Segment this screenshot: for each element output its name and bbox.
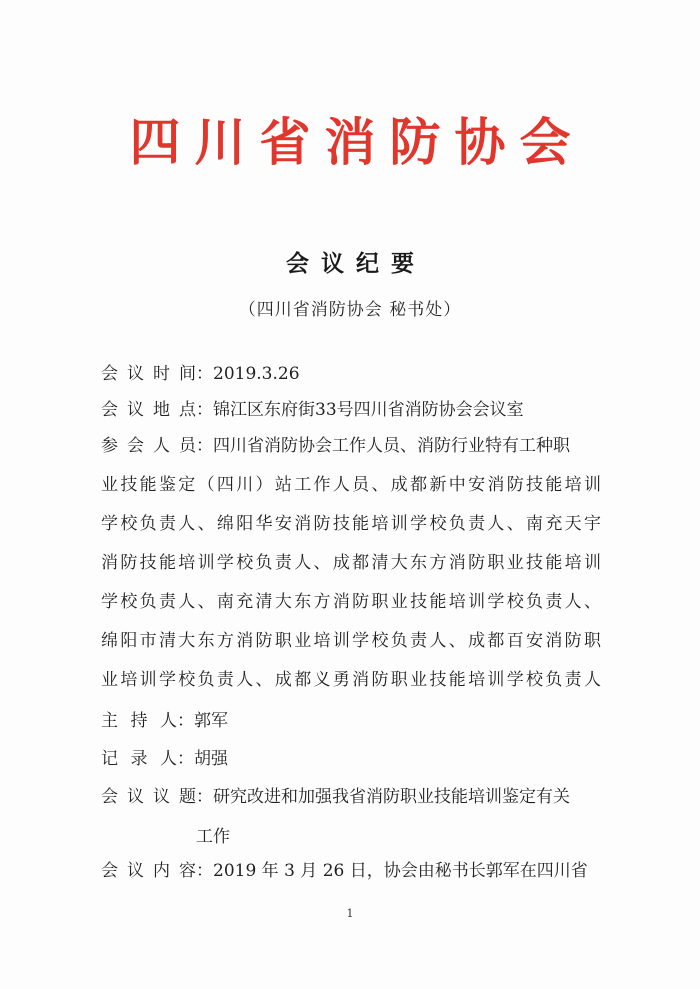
- host-colon: ：: [177, 711, 194, 731]
- attendees-first-line: 四川省消防协会工作人员、消防行业特有工种职: [213, 436, 570, 456]
- content-value: 2019 年 3 月 26 日，协会由秘书长郭军在四川省: [213, 861, 588, 881]
- topic-line-1: 研究改进和加强我省消防职业技能培训鉴定有关: [213, 787, 570, 807]
- attendees-line: 学校负责人、绵阳华安消防技能培训学校负责人、南充天宇: [101, 514, 601, 534]
- topic-field: [101, 777, 601, 857]
- attendees-line: 绵阳市清大东方消防职业培训学校负责人、成都百安消防职: [101, 631, 601, 651]
- topic-label: 会议议题: [101, 787, 196, 807]
- meeting-time-colon: ：: [196, 364, 213, 384]
- recorder-value: 胡强: [194, 749, 228, 769]
- topic-line-2: 工作: [196, 827, 230, 847]
- attendees-field: [101, 427, 601, 700]
- host-field: [101, 702, 601, 740]
- host-value: 郭军: [194, 711, 228, 731]
- attendees-line: 学校负责人、南充清大东方消防职业技能培训学校负责人、: [101, 592, 601, 612]
- meeting-location-colon: ：: [196, 400, 213, 420]
- content-colon: ：: [196, 861, 213, 881]
- attendees-colon: ：: [196, 436, 213, 456]
- meeting-time-field: [101, 355, 601, 393]
- document-title: 会议纪要: [286, 251, 426, 277]
- meeting-time-label: 会议时间: [101, 364, 196, 384]
- document-subtitle: （四川省消防协会 秘书处）: [238, 300, 462, 320]
- attendees-line: 业技能鉴定（四川）站工作人员、成都新中安消防技能培训: [101, 475, 601, 495]
- meeting-location-value: 锦江区东府街33号四川省消防协会会议室: [213, 400, 524, 420]
- attendees-line: 消防技能培训学校负责人、成都清大东方消防职业技能培训: [101, 553, 601, 573]
- recorder-field: [101, 740, 601, 778]
- host-label: 主 持 人: [101, 711, 177, 731]
- attendees-line: 业培训学校负责人、成都义勇消防职业技能培训学校负责人: [101, 670, 601, 690]
- recorder-colon: ：: [177, 749, 194, 769]
- content-field: [101, 852, 601, 890]
- meeting-location-label: 会议地点: [101, 400, 196, 420]
- organization-header: 四川省消防协会: [129, 114, 585, 173]
- meeting-time-value: 2019.3.26: [213, 364, 300, 384]
- content-label: 会议内容: [101, 861, 196, 881]
- recorder-label: 记 录 人: [101, 749, 177, 769]
- topic-colon: ：: [196, 787, 213, 807]
- attendees-label: 参会人员: [101, 436, 196, 456]
- page-number: 1: [346, 907, 354, 920]
- meeting-location-field: [101, 391, 601, 429]
